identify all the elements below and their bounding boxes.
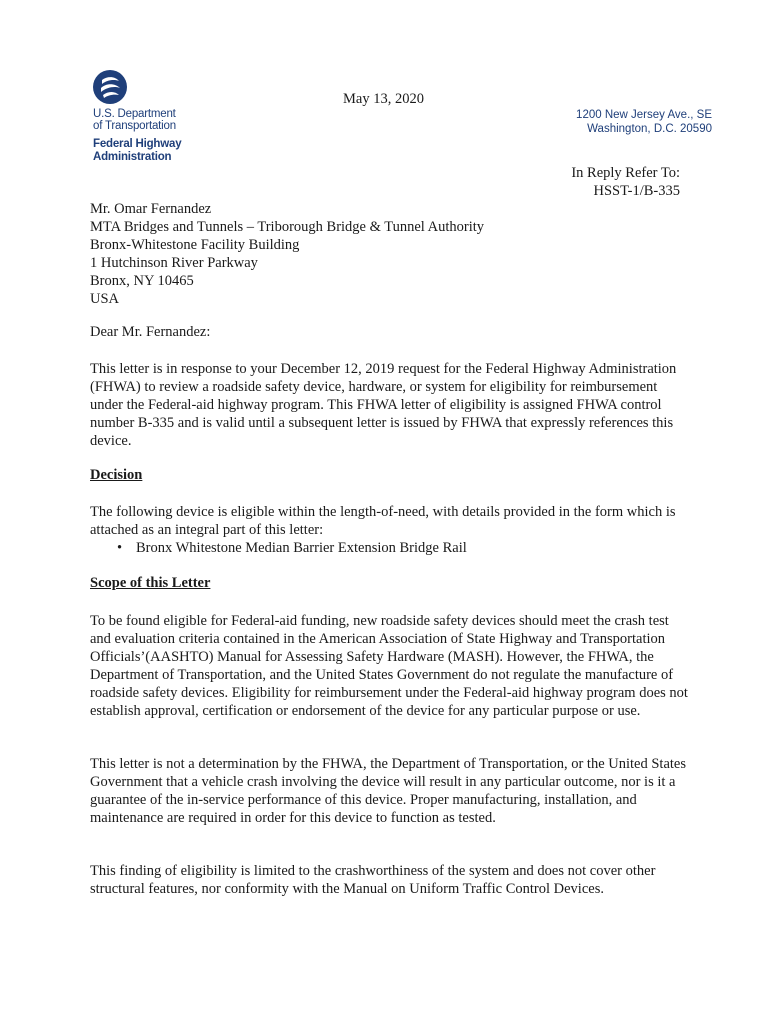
bullet-icon: • <box>117 540 123 556</box>
recipient-org: MTA Bridges and Tunnels – Triborough Bridge & Tunnel Authority <box>90 219 485 235</box>
reply-label: In Reply Refer To: <box>571 165 680 181</box>
reply-reference <box>571 164 680 200</box>
recipient-city: Bronx, NY 10465 <box>90 273 194 289</box>
decision-heading: Decision <box>90 467 143 483</box>
device-list <box>90 539 467 557</box>
sender-address <box>576 108 712 136</box>
dot-emblem-icon <box>93 70 127 104</box>
admin-line-1: Federal Highway <box>93 138 182 150</box>
device-name: Bronx Whitestone Median Barrier Extension Bridge Rail <box>136 540 467 556</box>
intro-paragraph: This letter is in response to your December 12, 2019 request for the Federal Highway Administration (FHWA) to review a roadside safety device, hardware, or system for eligibility for reimbursement under the Federal-aid highway program. This FHWA letter of eligibility is assigned FHWA control number B-335 and is valid until a subsequent letter is issued by FHWA that expressly references this device. <box>90 361 677 449</box>
dot-logo <box>93 70 203 163</box>
address-line-2: Washington, D.C. 20590 <box>587 123 712 135</box>
recipient-name: Mr. Omar Fernandez <box>90 201 212 217</box>
recipient-street: 1 Hutchinson River Parkway <box>90 255 258 271</box>
scope-heading: Scope of this Letter <box>90 575 211 591</box>
agency-name <box>93 108 203 163</box>
recipient-address <box>90 200 484 308</box>
admin-line-2: Administration <box>93 150 172 163</box>
dept-line-2: of Transportation <box>93 120 176 132</box>
list-item <box>90 539 467 557</box>
letter-date: May 13, 2020 <box>343 91 424 107</box>
reply-code: HSST-1/B-335 <box>593 183 680 199</box>
decision-paragraph: The following device is eligible within the length-of-need, with details provided in the form which is attached as an integral part of this letter: <box>90 504 676 538</box>
scope-paragraph-2: This letter is not a determination by the FHWA, the Department of Transportation, or the United States Government that a vehicle crash involving the device will result in any particular outcome, nor is it a guarantee of the in-service performance of this device. Proper manufacturing, installation, and maintenance are required in order for this device to function as tested. <box>90 756 687 826</box>
recipient-country: USA <box>90 291 120 307</box>
scope-paragraph-3: This finding of eligibility is limited to the crashworthiness of the system and does not cover other structural features, nor conformity with the Manual on Uniform Traffic Control Devices. <box>90 863 656 897</box>
salutation: Dear Mr. Fernandez: <box>90 324 211 340</box>
scope-paragraph-1: To be found eligible for Federal-aid funding, new roadside safety devices should meet the crash test and evaluation criteria contained in the American Association of State Highway and Transportation Officials’(AASHTO) Manual for Assessing Safety Hardware (MASH). However, the FHWA, the Department of Transportation, and the United States Government do not regulate the manufacture of roadside safety devices. Eligibility for reimbursement under the Federal-aid highway program does not establish approval, certification or endorsement of the device for any particular purpose or use. <box>90 613 688 719</box>
address-line-1: 1200 New Jersey Ave., SE <box>576 109 712 121</box>
dept-line-1: U.S. Department <box>93 108 176 120</box>
recipient-building: Bronx-Whitestone Facility Building <box>90 237 300 253</box>
